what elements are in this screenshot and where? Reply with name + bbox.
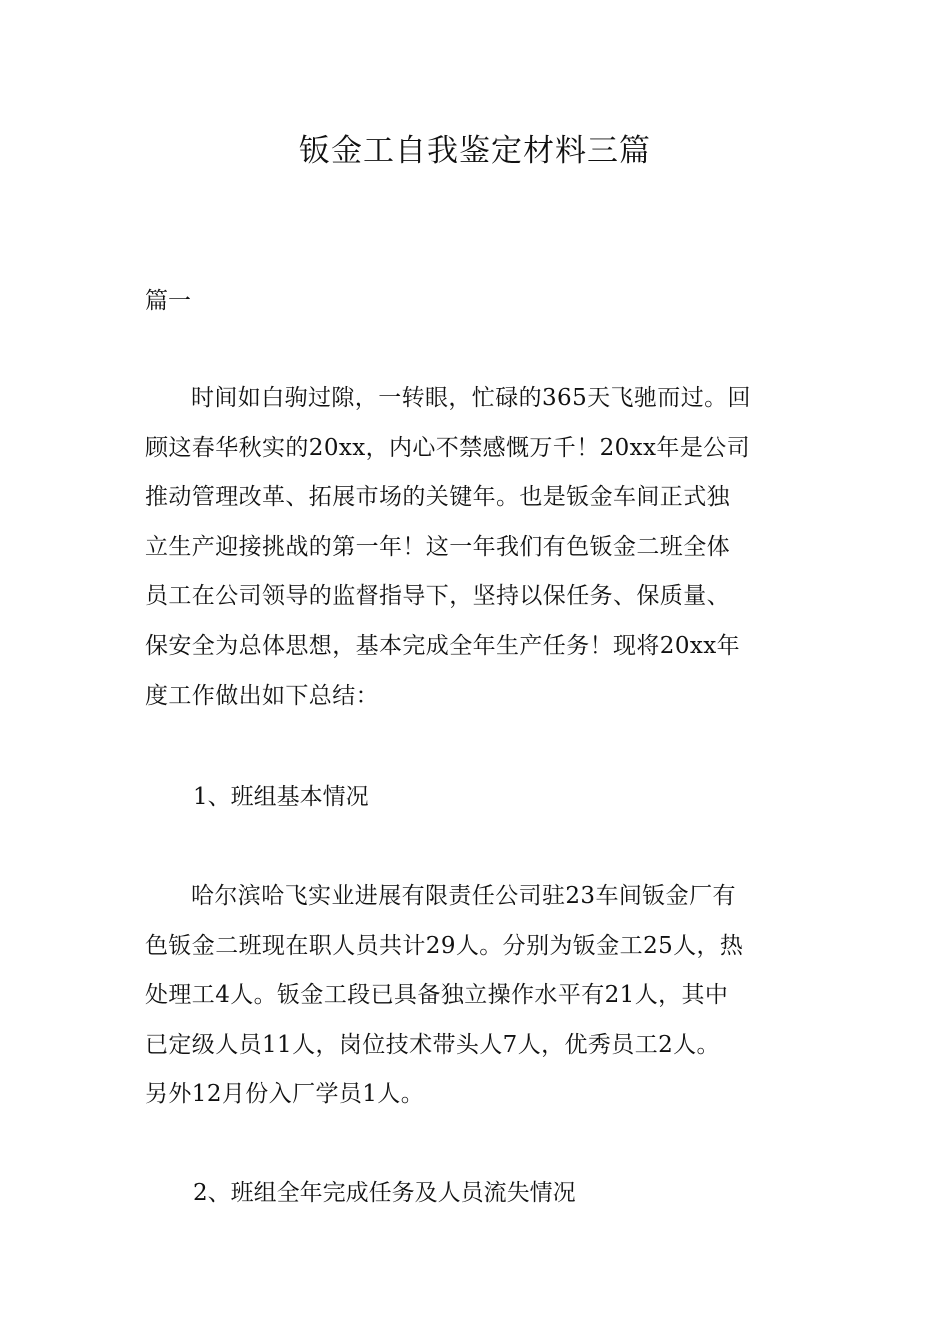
paragraph-intro <box>145 374 807 721</box>
paragraph-line: 已定级人员11人，岗位技术带头人7人，优秀员工2人。 <box>145 1031 720 1058</box>
paragraph-team-basics <box>145 872 807 1120</box>
paragraph-line: 员工在公司领导的监督指导下，坚持以保任务、保质量、 <box>145 583 730 610</box>
paragraph-line: 顾这春华秋实的20xx，内心不禁感慨万千！20xx年是公司 <box>145 434 751 461</box>
paragraph-line: 度工作做出如下总结： <box>145 682 379 709</box>
heading-tasks-and-turnover: 2、班组全年完成任务及人员流失情况 <box>193 1180 576 1206</box>
paragraph-line: 另外12月份入厂学员1人。 <box>145 1081 425 1108</box>
paragraph-line: 处理工4人。钣金工段已具备独立操作水平有21人，其中 <box>145 982 729 1009</box>
heading-team-basics: 1、班组基本情况 <box>193 784 369 810</box>
document-title: 钣金工自我鉴定材料三篇 <box>299 133 651 169</box>
paragraph-line: 时间如白驹过隙，一转眼，忙碌的365天飞驰而过。回 <box>191 385 751 411</box>
paragraph-line: 推动管理改革、拓展市场的关键年。也是钣金车间正式独 <box>145 484 730 511</box>
paragraph-line: 保安全为总体思想，基本完成全年生产任务！现将20xx年 <box>145 632 741 659</box>
section-label: 篇一 <box>145 288 191 314</box>
paragraph-line: 哈尔滨哈飞实业进展有限责任公司驻23车间钣金厂有 <box>191 883 736 909</box>
paragraph-line: 色钣金二班现在职人员共计29人。分别为钣金工25人，热 <box>145 932 744 959</box>
paragraph-line: 立生产迎接挑战的第一年！这一年我们有色钣金二班全体 <box>145 533 730 560</box>
